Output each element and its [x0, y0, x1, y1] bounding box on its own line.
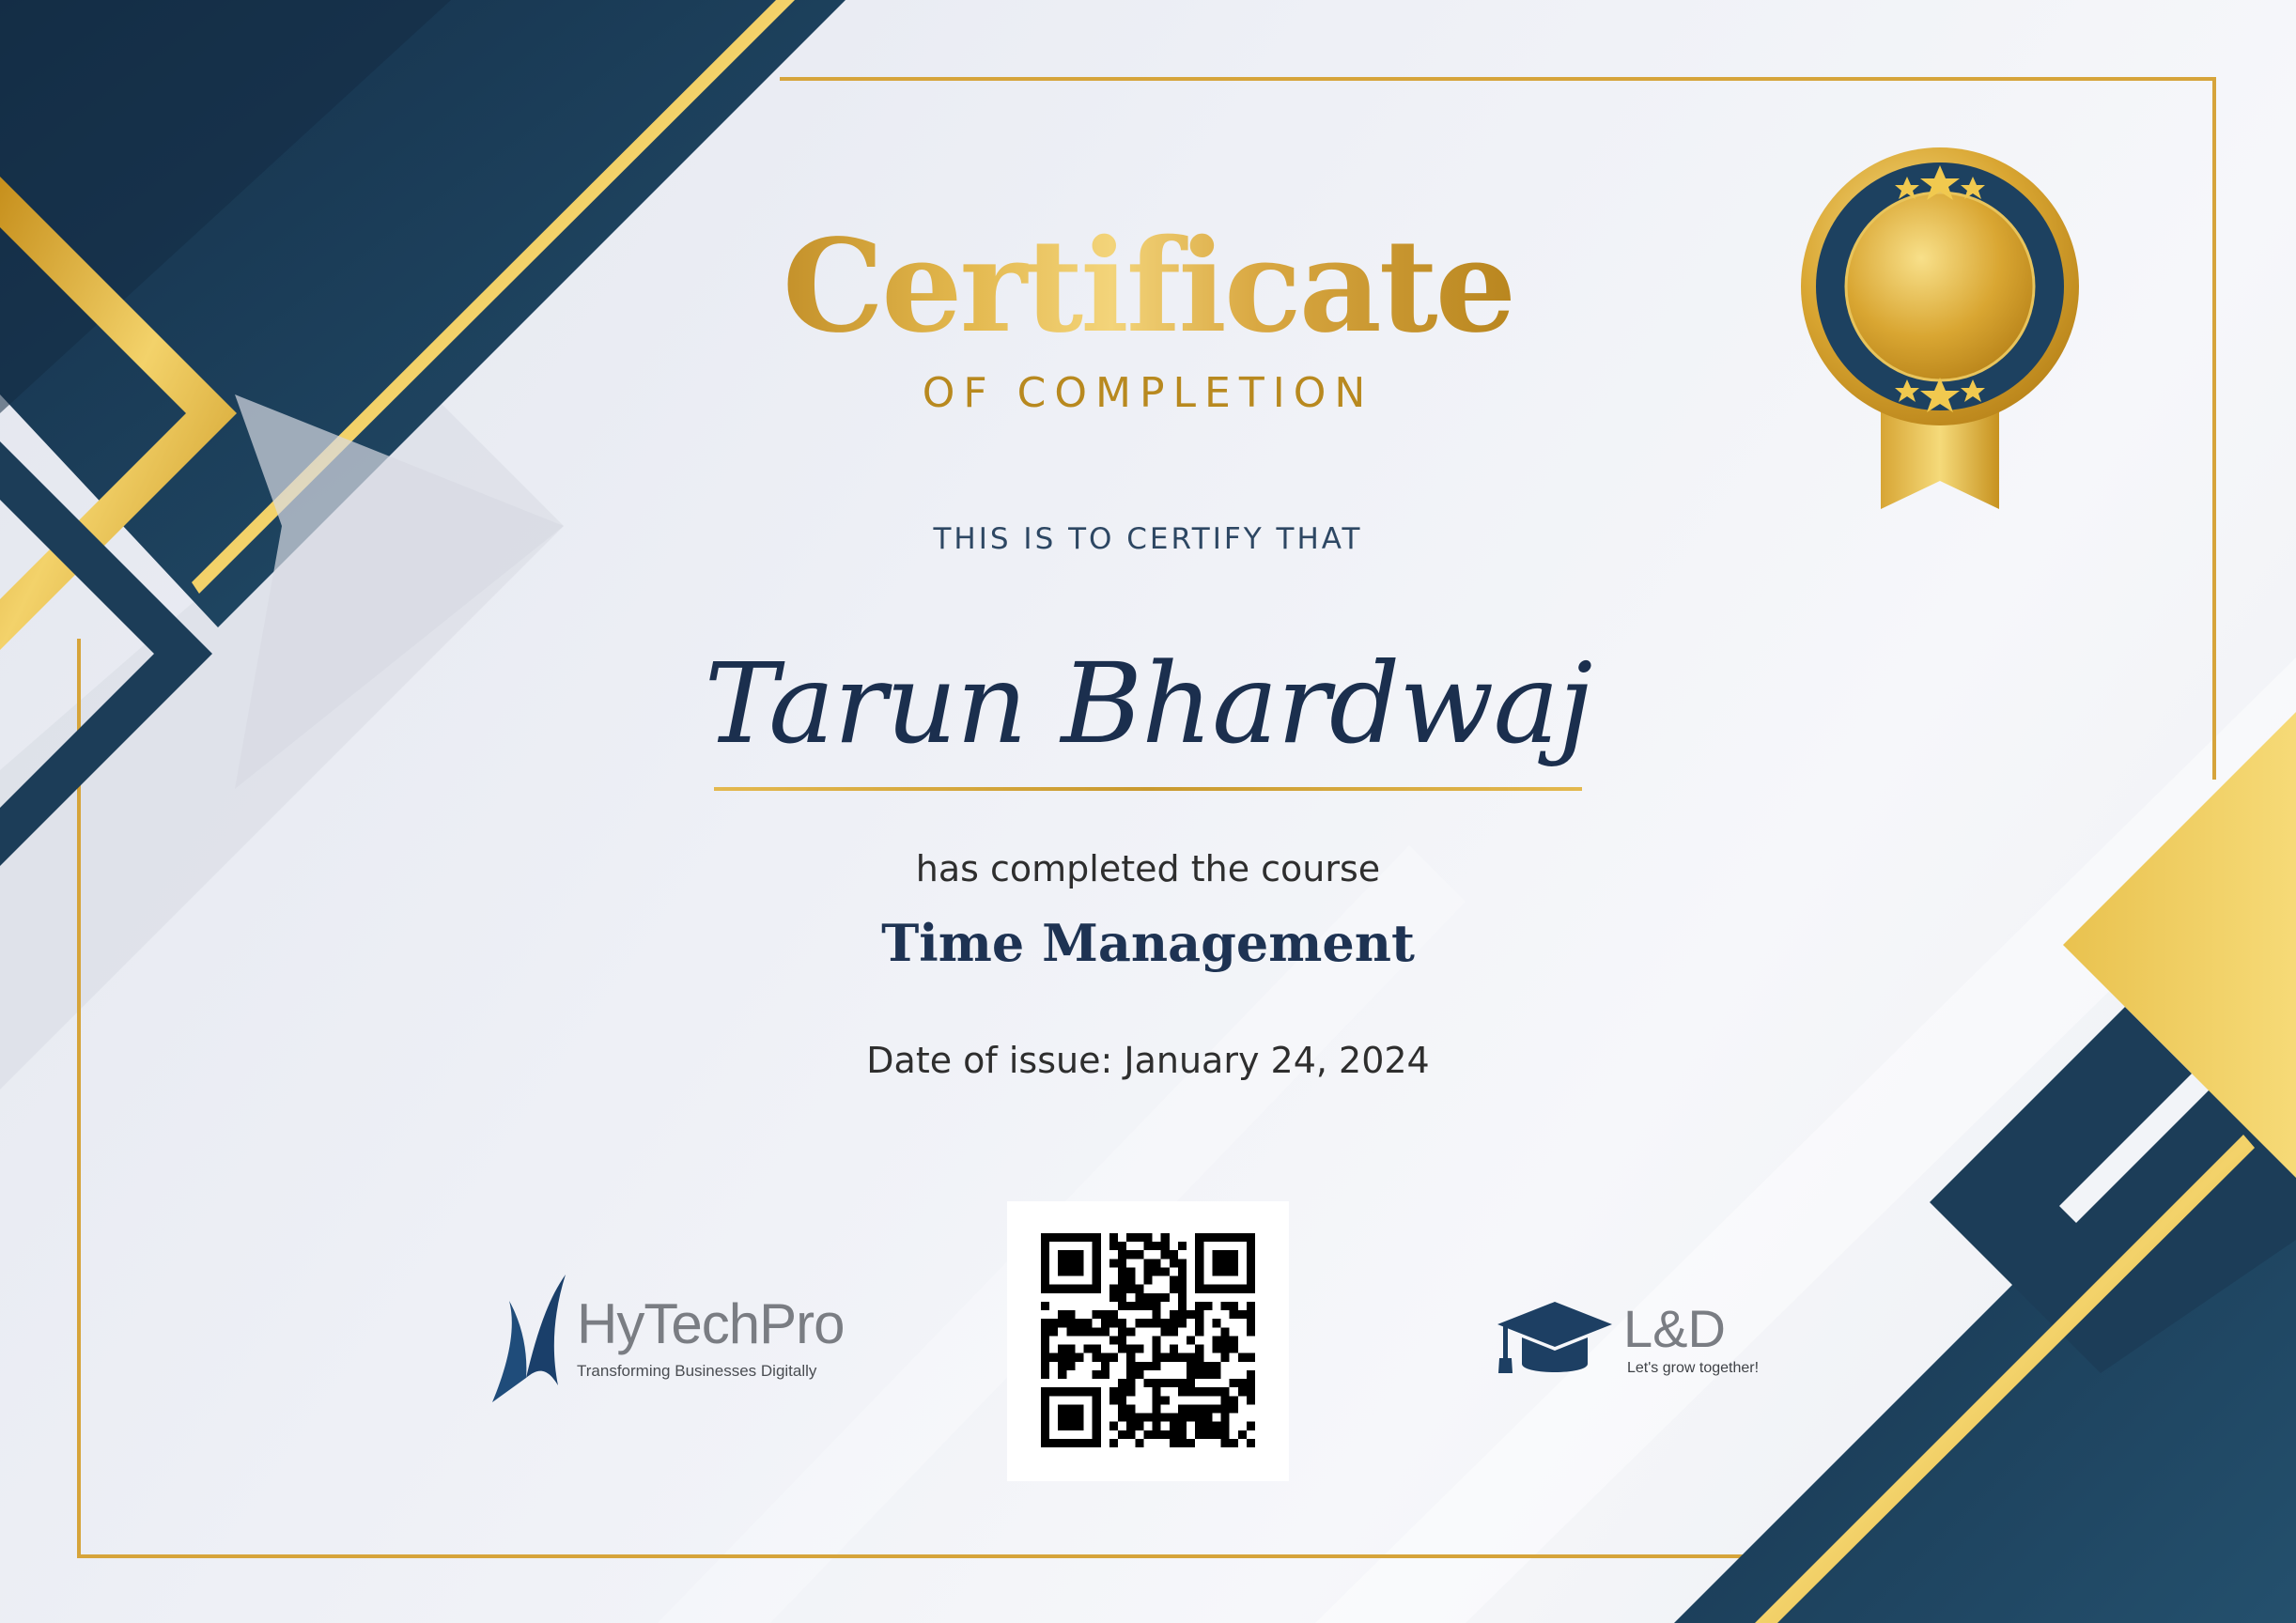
completed-text: has completed the course: [915, 848, 1381, 889]
hytechpro-mark-icon: [489, 1273, 573, 1404]
hytechpro-logo: [489, 1273, 845, 1414]
certificate-subtitle: OF COMPLETION: [922, 369, 1374, 417]
issue-date: Date of issue: January 24, 2024: [866, 1040, 1430, 1081]
name-underline: [714, 787, 1582, 791]
qr-code-icon: [1041, 1233, 1255, 1447]
ld-tagline: Let's grow together!: [1627, 1360, 1760, 1376]
hytechpro-tagline: Transforming Businesses Digitally: [577, 1362, 817, 1380]
qr-code: [1007, 1201, 1289, 1481]
course-name: Time Management: [881, 913, 1415, 973]
ld-name: L&D: [1623, 1299, 1726, 1358]
recipient-name: Tarun Bhardwaj: [704, 639, 1592, 768]
hytechpro-name: HyTechPro: [577, 1292, 845, 1355]
award-medal-icon: [1794, 141, 2095, 535]
certify-text: THIS IS TO CERTIFY THAT: [933, 522, 1363, 556]
certificate-title: Certificate: [782, 211, 1514, 362]
ld-logo: [1494, 1294, 1804, 1398]
graduation-cap-icon: [1494, 1294, 1616, 1388]
